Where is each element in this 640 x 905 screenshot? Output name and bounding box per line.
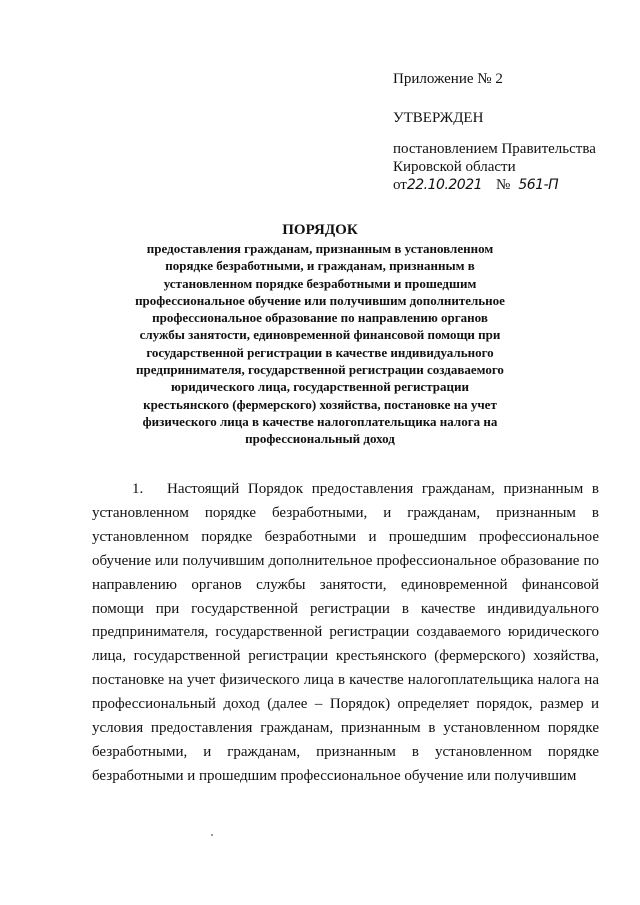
document-subtitle: предоставления гражданам, признанным в установленном порядке безработными, и гражданам, признанным в установленном порядке безработными и прошедшим профессиональное обучение или получившим дополнительное профессиональное образование по направлению органов службы занятости, единовременной финансовой помощи при государственной регистрации в качестве индивидуального предпринимателя, государственной регистрации создаваемого юридического лица, государственной регистрации крестьянского (фермерского) хозяйства, постановке на учет физического лица в качестве налогоплательщика налога на профессиональный доход [135,241,505,447]
item-text: Настоящий Порядок предоставления гражданам, признанным в установленном порядке безработными, и гражданам, признанным в установленном порядке безработными и прошедшим профессиональное обучение или получившим дополнительное профессиональное образование по направлению органов службы занятости, единовременной финансовой помощи при государственной регистрации в качестве индивидуального предпринимателя, государственной регистрации создаваемого юридического лица, государственной регистрации крестьянского (фермерского) хозяйства, постановке на учет физического лица в качестве налогоплательщика налога на профессиональный доход (далее – Порядок) определяет порядок, размер и условия предоставления гражданам, признанным в установленном порядке безработными, и гражданам, признанным в установленном порядке безработными и прошедшим профессиональное обучение или получившим [92,481,599,784]
decree-line-2: Кировской области [393,159,516,175]
annex-label: Приложение № 2 [393,71,503,87]
decree-date-line [393,176,633,194]
approved-label: УТВЕРЖДЕН [393,110,484,126]
document-title: ПОРЯДОК [282,222,358,238]
decree-number: 561-П [518,177,559,193]
decree-line-1: постановлением Правительства [393,141,596,157]
paragraph-1 [92,478,599,789]
decree-date: 22.10.2021 [406,177,483,193]
decree-block [393,140,633,194]
number-sign: № [496,177,511,193]
scan-speck [211,834,213,836]
date-prefix: от [393,177,407,193]
item-number: 1. [132,481,144,497]
